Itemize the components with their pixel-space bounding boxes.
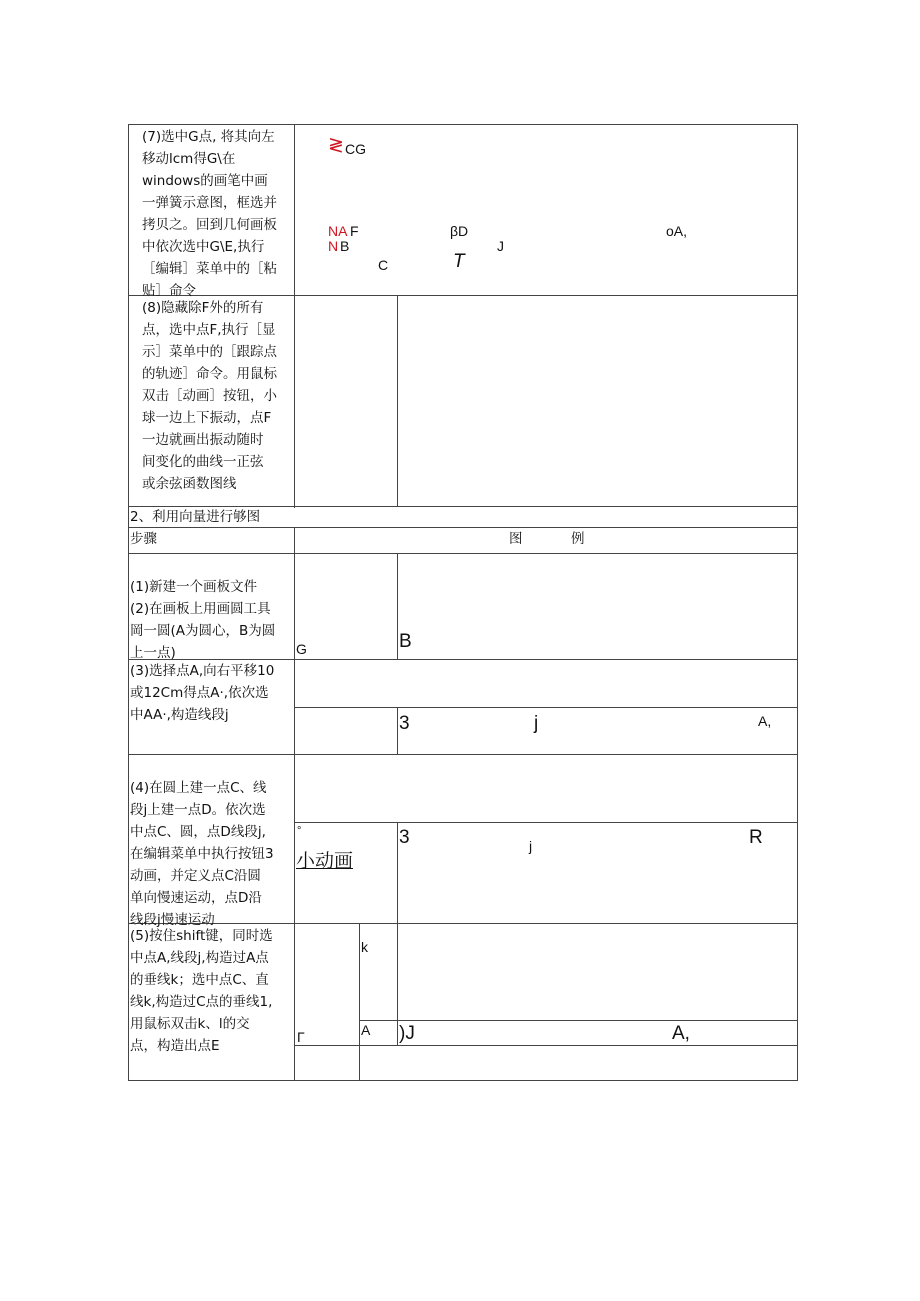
step5-label-j: )J <box>399 1023 415 1044</box>
step1-instruction: (1)新建一个画板文件 (2)在画板上用画圆工具 岡一圆(A为圆心，B为圆 上一点) <box>130 579 276 661</box>
step5-instruction: (5)按住shift键，同时选 中点A,线段j,构造过A点 的垂线k；选中点C、直 线k,构造过C点的垂线1, 用鼠标双击k、l的交 点，构造出点E <box>130 928 273 1054</box>
step3-label-a: A, <box>758 713 772 729</box>
step4-label-3: 3 <box>399 827 410 848</box>
step5-label-k: k <box>361 939 368 955</box>
row5-inner-divider-b <box>397 924 398 1046</box>
row-divider-step3-step4 <box>128 754 798 755</box>
table-border-top <box>128 124 798 125</box>
step7-instruction: (7)选中G点, 将其向左 移动lcm得G\在 windows的画笔中画 一弹簧示意图，框选并 拷贝之。回到几何画板 中依次选中G\E,执行 ［编辑］菜单中的［粘 贴］命令 <box>142 129 277 299</box>
step8-instruction: (8)隐藏除F外的所有 点，选中点F,执行［显 示］菜单中的［跟踪点 的轨迹］命令。用鼠标 双击［动画］按钮，小 球一边上下振动，点F 一边就画出振动随时 间变化的曲线一正弦 或余弦函数图线 <box>142 300 277 492</box>
step-column-header: 步骤 <box>130 531 157 547</box>
section2-title: 2、利用向量进行够图 <box>130 509 261 525</box>
step-column-divider-lower <box>294 528 295 1081</box>
point-label-d: βD <box>450 223 469 239</box>
step3-label-3: 3 <box>399 713 410 734</box>
step4-label-r: R <box>749 827 763 848</box>
row4-inner-horizontal <box>294 822 798 823</box>
point-label-oa: oA, <box>666 223 688 239</box>
point-label-f: F <box>350 223 359 239</box>
point-label-c: C <box>378 257 389 273</box>
figure-column-header-1: 图 <box>509 531 523 547</box>
row4-inner-divider <box>397 822 398 924</box>
spring-mark: ≷ <box>328 135 344 156</box>
point-label-t: T <box>453 251 465 272</box>
row3-inner-horizontal <box>294 707 798 708</box>
step1-label-g: G <box>296 641 307 657</box>
row5-inner-horizontal-a <box>359 1020 798 1021</box>
step4-animation-label: 小动画 <box>296 851 354 872</box>
point-label-cg: CG <box>345 141 366 157</box>
row-divider-header-step1 <box>128 553 798 554</box>
point-label-j: J <box>497 238 504 254</box>
row5-inner-horizontal-b <box>294 1045 798 1046</box>
table-border-right <box>797 124 798 1081</box>
row5-inner-divider-a <box>359 924 360 1081</box>
step5-label-gamma: Γ <box>297 1029 305 1045</box>
step1-label-b: B <box>399 631 412 652</box>
table-border-left <box>128 124 129 1081</box>
point-label-n: N <box>328 238 339 254</box>
point-label-na: NA <box>328 223 348 239</box>
row8-inner-divider <box>397 295 398 506</box>
step-column-divider <box>294 124 295 508</box>
point-label-b: B <box>340 238 350 254</box>
table-border-bottom <box>128 1080 798 1081</box>
row1-inner-divider <box>397 554 398 660</box>
step4-label-j: j <box>529 838 533 854</box>
step3-label-j: j <box>534 713 539 734</box>
step5-label-a: A <box>361 1022 371 1038</box>
row3-inner-divider <box>397 707 398 755</box>
step3-instruction: (3)选择点A,向右平移10 或12Cm得点A·,依次选 中AA·,构造线段j <box>130 663 275 723</box>
step5-label-a2: A, <box>672 1023 690 1044</box>
step4-label-degree: ° <box>297 825 302 837</box>
figure-column-header-2: 例 <box>571 531 585 547</box>
step4-instruction: (4)在圆上建一点C、线 段j上建一点D。依次选 中点C、圆，点D线段j, 在编辑菜单中执行按钮3 动画，并定义点C沿圆 单向慢速运动，点D沿 线段j慢速运动 <box>130 780 274 928</box>
